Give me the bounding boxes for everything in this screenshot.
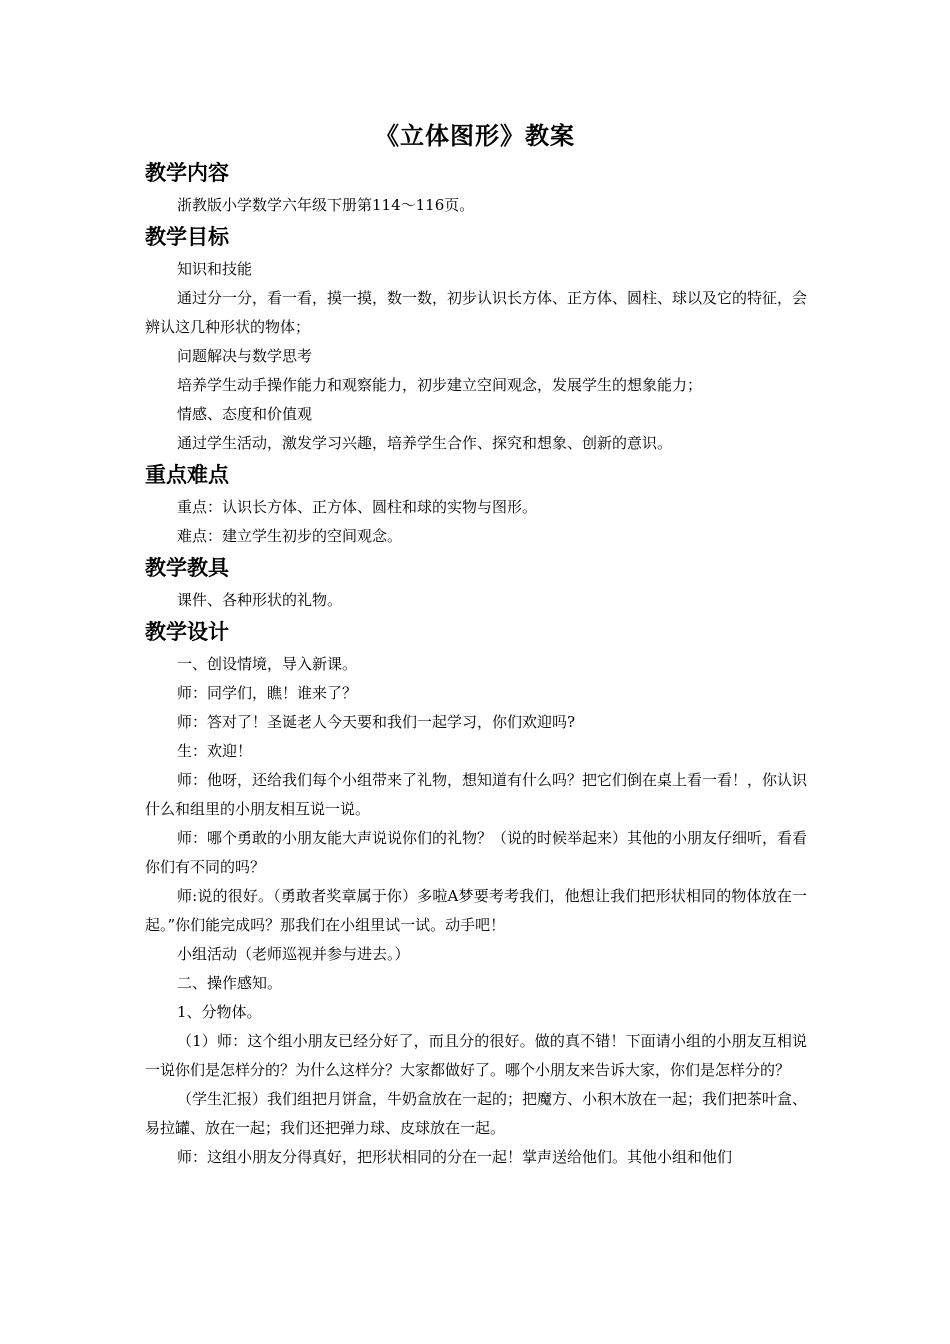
subheading: 知识和技能 [177, 260, 253, 278]
paragraph: 生：欢迎！ [177, 742, 253, 760]
paragraph: 师:说的很好。（勇敢者奖章属于你）多啦A梦要考考我们，他想让我们把形状相同的物体放在一起。”你们能完成吗？那我们在小组里试一试。动手吧！ [145, 887, 807, 934]
section-keypoints [145, 458, 807, 551]
paragraph: 1、分物体。 [177, 1003, 262, 1021]
paragraph: 通过学生活动，激发学习兴趣，培养学生合作、探究和想象、创新的意识。 [177, 434, 673, 452]
paragraph: 重点：认识长方体、正方体、圆柱和球的实物与图形。 [177, 498, 538, 516]
paragraph: 培养学生动手操作能力和观察能力，初步建立空间观念，发展学生的想象能力； [177, 376, 703, 394]
paragraph: （学生汇报）我们组把月饼盒，牛奶盒放在一起的；把魔方、小积木放在一起；我们把茶叶盒、易拉罐、放在一起；我们还把弹力球、皮球放在一起。 [145, 1090, 808, 1137]
subheading: 问题解决与数学思考 [177, 347, 313, 365]
paragraph: 浙教版小学数学六年级下册第114～116页。 [177, 196, 475, 214]
paragraph: （1）师：这个组小朋友已经分好了，而且分的很好。做的真不错！下面请小组的小朋友互相说一说你们是怎样分的？为什么这样分？大家都做好了。哪个小朋友来告诉大家，你们是怎样分的？ [145, 1032, 807, 1079]
paragraph: 师：同学们，瞧！谁来了？ [177, 684, 358, 702]
section-heading: 教学目标 [145, 225, 229, 249]
subheading: 情感、态度和价值观 [177, 405, 313, 423]
paragraph: 难点：建立学生初步的空间观念。 [177, 527, 403, 545]
document-body [145, 156, 807, 1172]
section-heading: 教学教具 [145, 556, 229, 580]
section-heading: 教学设计 [145, 620, 229, 644]
paragraph: 师：哪个勇敢的小朋友能大声说说你们的礼物？（说的时候举起来）其他的小朋友仔细听，看看你们有不同的吗？ [145, 829, 808, 876]
section-content [145, 156, 807, 220]
paragraph: 通过分一分，看一看，摸一摸，数一数，初步认识长方体、正方体、圆柱、球以及它的特征，会辨认这几种形状的物体； [145, 289, 808, 336]
paragraph: 师：这组小朋友分得真好，把形状相同的分在一起！掌声送给他们。其他小组和他们 [177, 1148, 733, 1166]
page-title: 《立体图形》教案 [375, 122, 575, 150]
paragraph: 二、操作感知。 [177, 974, 283, 992]
paragraph: 课件、各种形状的礼物。 [177, 591, 343, 609]
section-heading: 教学内容 [145, 161, 229, 185]
section-design [145, 615, 807, 1172]
paragraph: 小组活动（老师巡视并参与进去。） [177, 945, 410, 963]
section-goals [145, 220, 807, 458]
paragraph: 师：答对了！圣诞老人今天要和我们一起学习，你们欢迎吗? [177, 713, 576, 731]
paragraph: 一、创设情境，导入新课。 [177, 655, 358, 673]
paragraph: 师：他呀，还给我们每个小组带来了礼物，想知道有什么吗？把它们倒在桌上看一看！，你认识什么和组里的小朋友相互说一说。 [145, 771, 808, 818]
section-tools [145, 551, 807, 615]
section-heading: 重点难点 [145, 463, 229, 487]
